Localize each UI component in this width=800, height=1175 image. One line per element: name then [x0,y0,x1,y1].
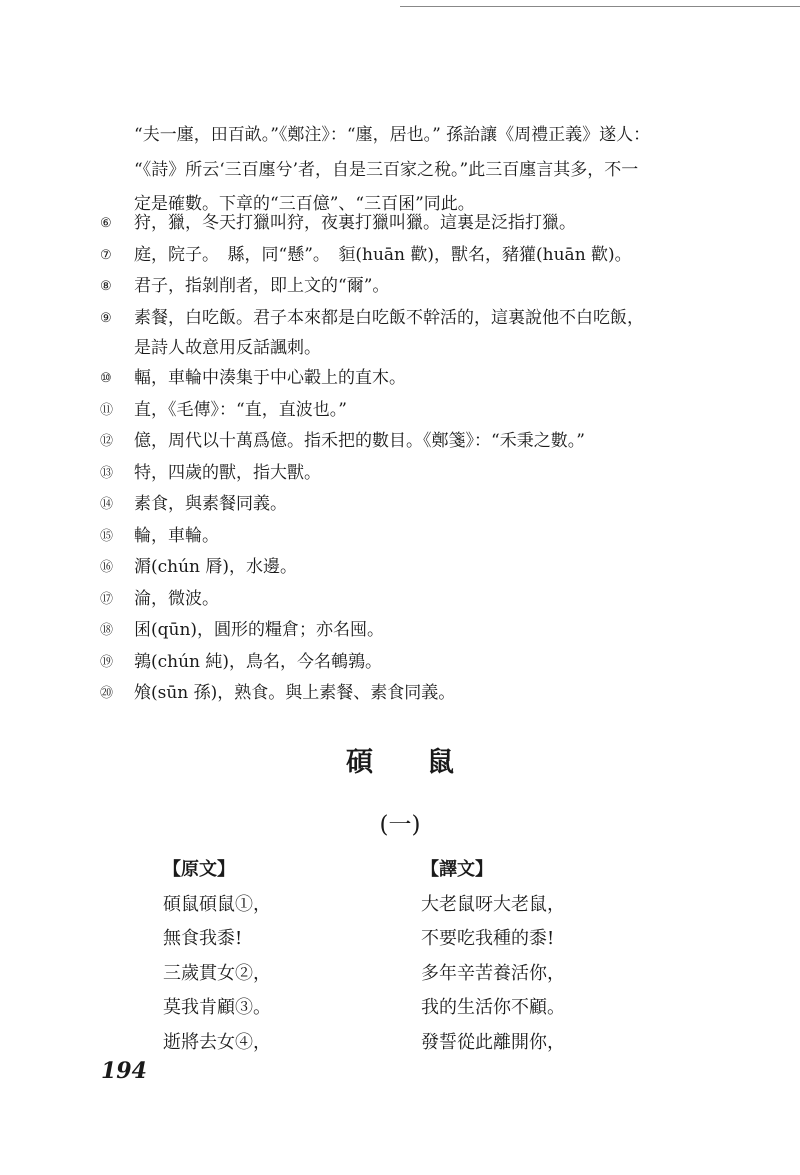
footnote-number: ⑳ [100,686,114,701]
footnote-line: 飧(sūn 孫)，熟食。與上素餐、素食同義。 [134,683,456,703]
footnote-line: 漘(chún 脣)，水邊。 [134,557,298,577]
footnote-item [100,363,700,394]
footnote-line: 輪，車輪。 [134,525,219,546]
footnote-item [100,584,700,615]
poem-title: 碩鼠 [346,747,508,778]
footnote-item [100,426,700,457]
footnote-item [100,615,700,646]
footnote-item [100,240,700,271]
translation-line: 不要吃我種的黍! [421,928,555,949]
footnote-text [134,489,700,520]
top-rule [400,6,800,7]
footnote-number: ⑥ [100,216,112,231]
footnote-line: 特，四歲的獸，指大獸。 [134,462,321,483]
original-line: 三歲貫女②， [163,962,271,984]
footnote-line: 直，《毛傳》：“直，直波也。” [134,399,347,420]
original-header: 【原文】 [163,859,235,880]
intro-line: “《詩》所云‘三百廛兮’者，自是三百家之稅。”此三百廛言其多，不一 [134,159,639,180]
page-number: 194 [101,1058,147,1084]
footnote-item [100,303,700,363]
footnote-item [100,552,700,583]
footnote-text [134,395,700,426]
footnote-item [100,521,700,552]
footnote-text [134,458,700,489]
footnote-text [134,615,700,646]
intro-line: 定是確數。下章的“三百億”、“三百囷”同此。 [134,194,475,214]
footnote-number: ⑪ [100,402,114,418]
footnote-line: 庭，院子。 縣，同“懸”。 貆(huān 歡)，獸名，豬獾(huān 歡)。 [134,244,632,265]
footnote-text [134,363,700,394]
original-text-column [163,853,271,1060]
translation-line: 發誓從此離開你， [421,1031,565,1053]
footnote-line: 淪，微波。 [134,588,219,609]
translation-line: 多年辛苦養活你， [421,962,565,984]
translation-line: 我的生活你不顧。 [421,997,565,1018]
footnote-number: ⑭ [100,497,114,512]
original-line: 逝將去女④， [163,1031,271,1053]
footnote-line: 鶉(chún 純)，鳥名，今名鵪鶉。 [134,651,383,672]
intro-line: “夫一廛，田百畝。”《鄭注》：“廛，居也。” 孫詒讓《周禮正義》遂人： [134,125,651,145]
footnote-item [100,647,700,678]
footnote-line: 是詩人故意用反話諷刺。 [134,337,321,358]
footnote-line: 輻，車輪中湊集于中心轂上的直木。 [134,368,406,388]
footnote-line: 狩，獵，冬天打獵叫狩，夜裏打獵叫獵。這裏是泛指打獵。 [134,213,576,233]
footnote-number: ⑧ [100,279,112,294]
footnote-text [134,552,700,583]
footnote-text [134,271,700,302]
footnote-item [100,208,700,239]
footnote-text [134,584,700,615]
translation-line: 大老鼠呀大老鼠， [421,893,565,915]
footnote-item [100,678,700,709]
footnote-text [134,240,700,271]
footnote-text [134,678,700,709]
translation-header: 【譯文】 [421,859,493,880]
footnote-text [134,521,700,552]
footnote-number: ⑦ [100,247,112,263]
footnote-line: 囷(qūn)，圓形的糧倉；亦名囤。 [134,620,385,640]
footnote-list [100,208,700,710]
footnote-line: 君子，指剝削者，即上文的“爾”。 [134,276,390,296]
footnote-text [134,426,700,457]
footnote-number: ⑯ [100,560,114,575]
intro-paragraph [134,118,664,222]
footnote-line: 素餐，白吃飯。君子本來都是白吃飯不幹活的，這裏說他不白吃飯， [134,307,644,328]
section-number: (一) [379,812,421,838]
footnote-text [134,208,700,239]
footnote-number: ⑰ [100,591,114,607]
footnote-line: 素食，與素餐同義。 [134,494,287,514]
footnote-number: ⑫ [100,434,114,449]
footnote-number: ⑨ [100,310,112,326]
footnote-number: ⑱ [100,623,114,638]
footnote-line: 億，周代以十萬爲億。指禾把的數目。《鄭箋》：“禾秉之數。” [134,431,585,451]
footnote-item [100,395,700,426]
footnote-item [100,458,700,489]
footnote-number: ⑩ [100,371,112,386]
footnote-number: ⑬ [100,465,114,481]
original-line: 莫我肯顧③。 [163,997,271,1018]
footnote-item [100,489,700,520]
translation-column [421,853,565,1060]
footnote-text [134,647,700,678]
footnote-number: ⑮ [100,528,114,544]
original-line: 無食我黍! [163,928,243,949]
footnote-item [100,271,700,302]
original-line: 碩鼠碩鼠①， [163,893,271,915]
footnote-number: ⑲ [100,654,114,670]
footnote-text [134,303,700,363]
